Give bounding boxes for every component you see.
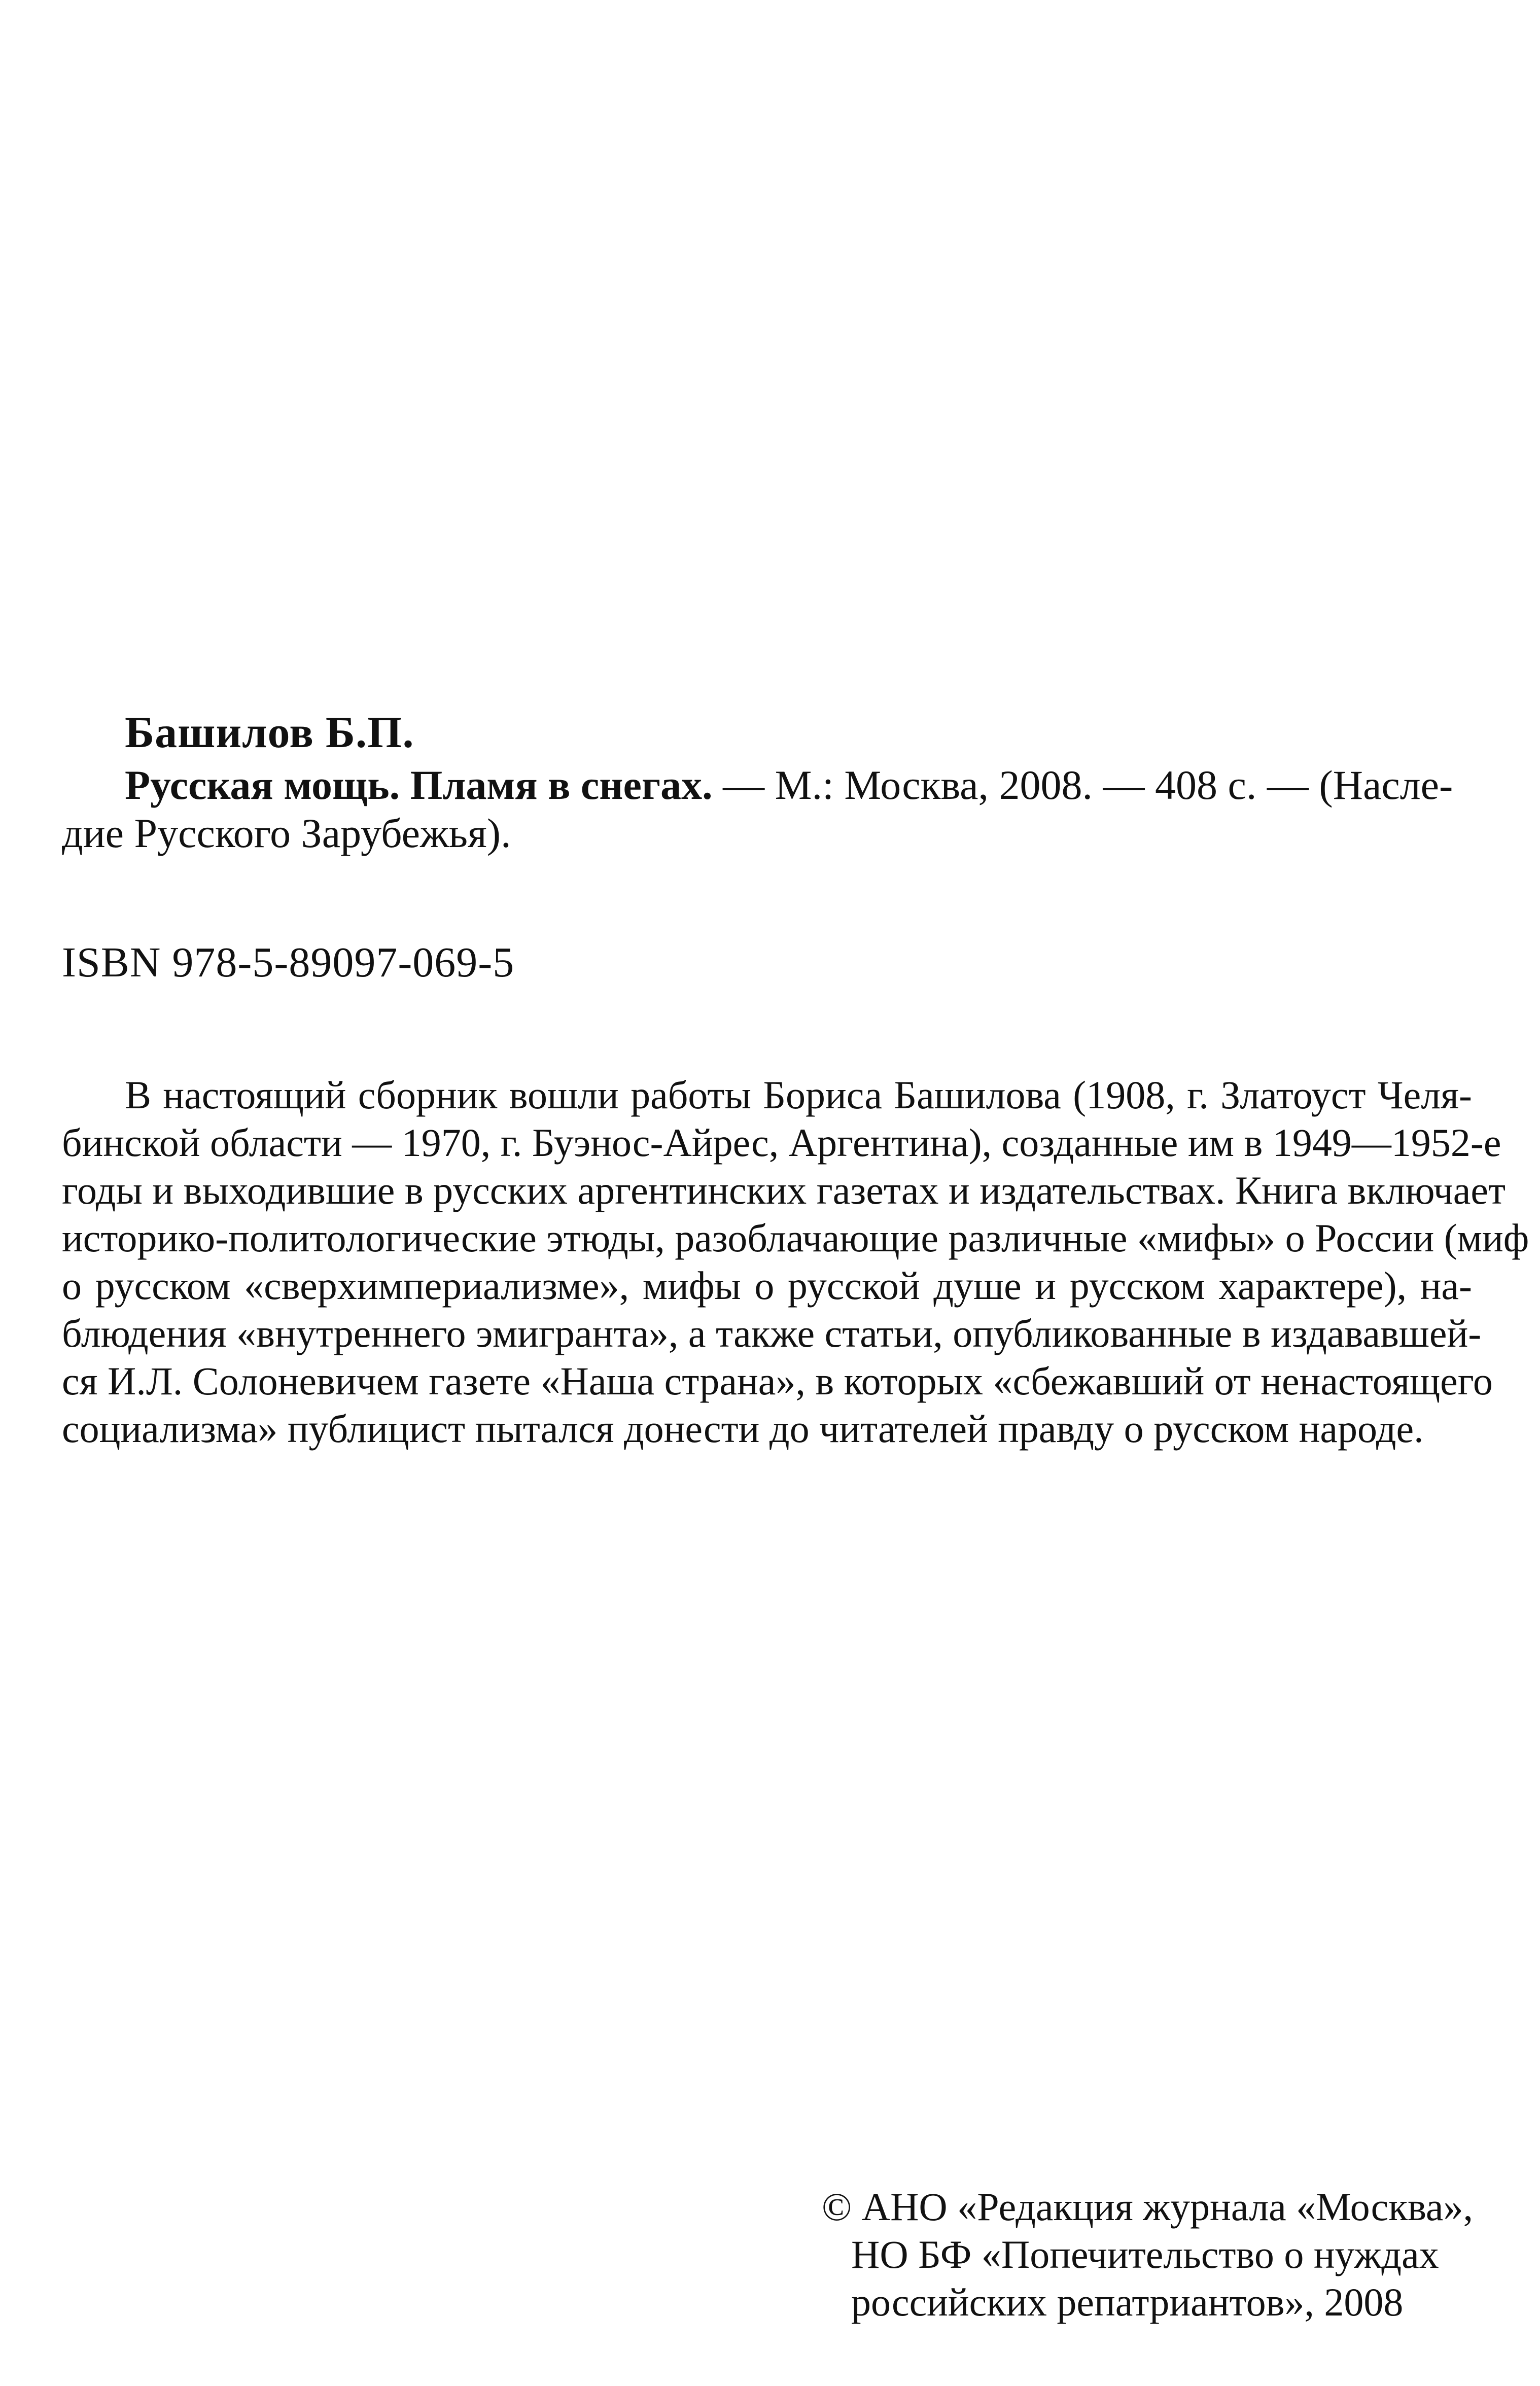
annotation-line: о русском «сверхимпериализме», мифы о русской душе и русском характере), на- <box>62 1264 1472 1308</box>
annotation-line: бинской области — 1970, г. Буэнос-Айрес, Аргентина), созданные им в 1949—1952-е <box>62 1120 1501 1165</box>
copyright-line: © АНО «Редакция журнала «Москва», <box>822 2185 1474 2229</box>
annotation <box>62 1071 1529 1453</box>
annotation-line: социализма» публицист пытался донести до читателей правду о русском народе. <box>62 1407 1424 1451</box>
annotation-line: В настоящий сборник вошли работы Бориса Башилова (1908, г. Златоуст Челя- <box>125 1073 1472 1117</box>
bibliographic-record-line-1 <box>62 761 1462 809</box>
isbn: ISBN 978-5-89097-069-5 <box>62 939 515 986</box>
book-title: Русская мощь. Пламя в снегах. <box>125 762 713 808</box>
annotation-line: годы и выходившие в русских аргентинских газетах и издательствах. Книга включает <box>62 1168 1506 1212</box>
publication-details: — М.: Москва, 2008. — 408 с. — (Насле- <box>712 762 1453 808</box>
series-name: дие Русского Зарубежья). <box>62 810 511 856</box>
author-name: Башилов Б.П. <box>125 708 414 757</box>
annotation-line: ся И.Л. Солоневичем газете «Наша страна», в которых «сбежавший от ненастоящего <box>62 1359 1493 1403</box>
copyright-line: НО БФ «Попечительство о нуждах <box>851 2232 1439 2276</box>
copyright-notice <box>822 2183 1473 2326</box>
copyright-line: российских репатриантов», 2008 <box>851 2280 1404 2324</box>
annotation-line: историко-политологические этюды, разоблачающие различные «мифы» о России (миф <box>62 1216 1529 1260</box>
annotation-line: блюдения «внутреннего эмигранта», а также статьи, опубликованные в издававшей- <box>62 1311 1482 1355</box>
bibliographic-record <box>62 761 1462 857</box>
